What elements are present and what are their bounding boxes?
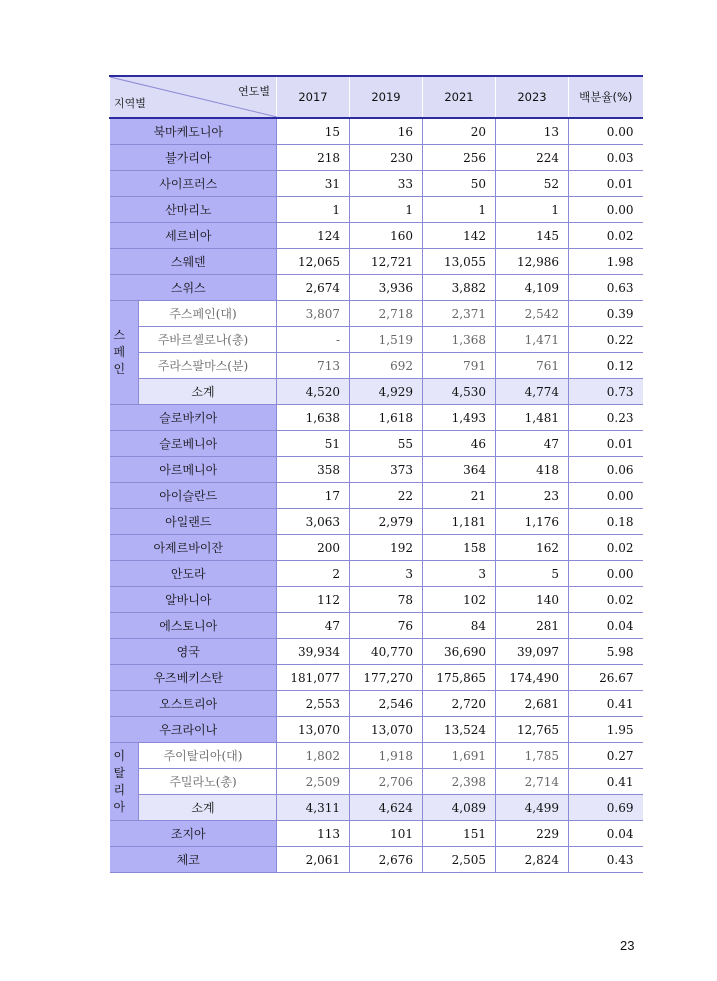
value-2023: 1,176 [496, 509, 569, 535]
value-2019: 22 [350, 483, 423, 509]
group-label: 이 탈 리 아 [110, 743, 139, 821]
value-2023: 47 [496, 431, 569, 457]
value-2017: 13,070 [277, 717, 350, 743]
value-2023: 13 [496, 118, 569, 145]
value-2019: 2,546 [350, 691, 423, 717]
table-row [110, 118, 643, 145]
value-2023: 140 [496, 587, 569, 613]
value-2021: 791 [423, 353, 496, 379]
table-header [110, 76, 643, 118]
value-percent: 1.95 [569, 717, 643, 743]
value-2021: 1,368 [423, 327, 496, 353]
value-2017: 1 [277, 197, 350, 223]
value-2017: 2,553 [277, 691, 350, 717]
value-2017: 47 [277, 613, 350, 639]
value-2021: 4,530 [423, 379, 496, 405]
region-name: 산마리노 [110, 197, 277, 223]
value-2017: 358 [277, 457, 350, 483]
value-2017: 181,077 [277, 665, 350, 691]
value-2017: 39,934 [277, 639, 350, 665]
value-2019: 2,718 [350, 301, 423, 327]
value-2017: 15 [277, 118, 350, 145]
value-2019: 55 [350, 431, 423, 457]
value-2017: 713 [277, 353, 350, 379]
value-2021: 175,865 [423, 665, 496, 691]
region-name: 오스트리아 [110, 691, 277, 717]
value-2021: 20 [423, 118, 496, 145]
table-row [110, 275, 643, 301]
region-name: 아일랜드 [110, 509, 277, 535]
value-2021: 2,398 [423, 769, 496, 795]
value-2017: 2 [277, 561, 350, 587]
value-2019: 78 [350, 587, 423, 613]
region-name: 주이탈리아(대) [139, 743, 277, 769]
table-row [110, 743, 643, 769]
region-name: 사이프러스 [110, 171, 277, 197]
subtotal-label: 소계 [139, 379, 277, 405]
table-body [110, 118, 643, 873]
value-2019: 2,676 [350, 847, 423, 873]
value-2019: 101 [350, 821, 423, 847]
value-percent: 0.00 [569, 483, 643, 509]
value-2023: 4,499 [496, 795, 569, 821]
value-2021: 13,055 [423, 249, 496, 275]
value-2017: 31 [277, 171, 350, 197]
value-2019: 13,070 [350, 717, 423, 743]
value-percent: 0.41 [569, 769, 643, 795]
value-2021: 36,690 [423, 639, 496, 665]
table-row [110, 821, 643, 847]
value-2023: 418 [496, 457, 569, 483]
value-2023: 2,824 [496, 847, 569, 873]
group-label: 스 페 인 [110, 301, 139, 405]
value-2023: 224 [496, 145, 569, 171]
value-2023: 229 [496, 821, 569, 847]
value-percent: 0.00 [569, 561, 643, 587]
value-2019: 192 [350, 535, 423, 561]
region-name: 슬로베니아 [110, 431, 277, 457]
year-header-2019: 2019 [350, 76, 423, 118]
value-2023: 281 [496, 613, 569, 639]
statistics-table [109, 75, 643, 873]
value-2021: 13,524 [423, 717, 496, 743]
value-2023: 4,774 [496, 379, 569, 405]
value-2017: 51 [277, 431, 350, 457]
value-percent: 0.41 [569, 691, 643, 717]
value-percent: 5.98 [569, 639, 643, 665]
value-2023: 1,481 [496, 405, 569, 431]
value-2021: 1,493 [423, 405, 496, 431]
value-2021: 158 [423, 535, 496, 561]
table-row [110, 717, 643, 743]
value-2019: 33 [350, 171, 423, 197]
value-2021: 46 [423, 431, 496, 457]
table-row [110, 847, 643, 873]
value-2017: 2,061 [277, 847, 350, 873]
value-2021: 1,181 [423, 509, 496, 535]
value-2021: 151 [423, 821, 496, 847]
table-row [110, 639, 643, 665]
value-2021: 3 [423, 561, 496, 587]
value-percent: 0.43 [569, 847, 643, 873]
table-row [110, 249, 643, 275]
value-2017: 4,311 [277, 795, 350, 821]
table-row [110, 405, 643, 431]
region-name: 주밀라노(총) [139, 769, 277, 795]
region-name: 우즈베키스탄 [110, 665, 277, 691]
value-2023: 12,765 [496, 717, 569, 743]
year-header-2021: 2021 [423, 76, 496, 118]
value-percent: 0.03 [569, 145, 643, 171]
table-row [110, 145, 643, 171]
value-2019: 3,936 [350, 275, 423, 301]
value-percent: 0.18 [569, 509, 643, 535]
value-2023: 174,490 [496, 665, 569, 691]
value-percent: 0.01 [569, 171, 643, 197]
region-name: 아제르바이잔 [110, 535, 277, 561]
table-row [110, 171, 643, 197]
value-percent: 0.00 [569, 118, 643, 145]
value-2023: 2,714 [496, 769, 569, 795]
value-percent: 0.00 [569, 197, 643, 223]
corner-label-year: 연도별 [238, 85, 270, 98]
value-2019: 1,918 [350, 743, 423, 769]
value-percent: 0.01 [569, 431, 643, 457]
region-name: 아이슬란드 [110, 483, 277, 509]
value-2021: 102 [423, 587, 496, 613]
value-percent: 0.02 [569, 223, 643, 249]
value-2021: 1,691 [423, 743, 496, 769]
value-2019: 1,618 [350, 405, 423, 431]
value-2017: 2,509 [277, 769, 350, 795]
value-2017: - [277, 327, 350, 353]
value-percent: 0.12 [569, 353, 643, 379]
value-2023: 1 [496, 197, 569, 223]
value-2023: 162 [496, 535, 569, 561]
table-row [110, 769, 643, 795]
region-name: 스웨덴 [110, 249, 277, 275]
table-row [110, 509, 643, 535]
table-row [110, 535, 643, 561]
value-2017: 1,802 [277, 743, 350, 769]
region-name: 주스페인(대) [139, 301, 277, 327]
value-2021: 2,720 [423, 691, 496, 717]
value-2019: 2,706 [350, 769, 423, 795]
value-percent: 0.27 [569, 743, 643, 769]
value-2021: 142 [423, 223, 496, 249]
value-2021: 84 [423, 613, 496, 639]
table-row [110, 457, 643, 483]
value-2021: 21 [423, 483, 496, 509]
value-2023: 761 [496, 353, 569, 379]
corner-header-cell [110, 76, 277, 118]
value-percent: 26.67 [569, 665, 643, 691]
value-2021: 1 [423, 197, 496, 223]
value-2017: 218 [277, 145, 350, 171]
value-2023: 23 [496, 483, 569, 509]
value-2019: 4,624 [350, 795, 423, 821]
region-name: 세르비아 [110, 223, 277, 249]
table-row [110, 327, 643, 353]
value-2017: 12,065 [277, 249, 350, 275]
value-2023: 1,471 [496, 327, 569, 353]
subtotal-row [110, 795, 643, 821]
value-2017: 4,520 [277, 379, 350, 405]
value-2023: 145 [496, 223, 569, 249]
value-2019: 373 [350, 457, 423, 483]
region-name: 스위스 [110, 275, 277, 301]
table-row [110, 301, 643, 327]
value-2023: 2,681 [496, 691, 569, 717]
subtotal-label: 소계 [139, 795, 277, 821]
region-name: 북마케도니아 [110, 118, 277, 145]
percent-header: 백분율(%) [569, 76, 643, 118]
value-2019: 16 [350, 118, 423, 145]
value-percent: 0.69 [569, 795, 643, 821]
region-name: 주라스팔마스(분) [139, 353, 277, 379]
value-2019: 2,979 [350, 509, 423, 535]
value-2021: 50 [423, 171, 496, 197]
value-2019: 76 [350, 613, 423, 639]
table-row [110, 431, 643, 457]
value-2019: 1 [350, 197, 423, 223]
table-row [110, 197, 643, 223]
region-name: 에스토니아 [110, 613, 277, 639]
value-2021: 3,882 [423, 275, 496, 301]
value-2023: 2,542 [496, 301, 569, 327]
subtotal-row [110, 379, 643, 405]
value-percent: 0.04 [569, 821, 643, 847]
table-row [110, 665, 643, 691]
value-2019: 1,519 [350, 327, 423, 353]
year-header-2017: 2017 [277, 76, 350, 118]
value-2021: 2,505 [423, 847, 496, 873]
value-percent: 0.04 [569, 613, 643, 639]
table-row [110, 587, 643, 613]
value-2019: 160 [350, 223, 423, 249]
value-2017: 3,807 [277, 301, 350, 327]
table-row [110, 223, 643, 249]
value-2017: 200 [277, 535, 350, 561]
value-percent: 0.02 [569, 535, 643, 561]
value-2023: 12,986 [496, 249, 569, 275]
value-2021: 256 [423, 145, 496, 171]
value-2017: 124 [277, 223, 350, 249]
table-row [110, 483, 643, 509]
region-name: 우크라이나 [110, 717, 277, 743]
value-2019: 230 [350, 145, 423, 171]
value-percent: 0.02 [569, 587, 643, 613]
value-2023: 1,785 [496, 743, 569, 769]
region-name: 주바르셀로나(총) [139, 327, 277, 353]
table-row [110, 353, 643, 379]
value-2019: 12,721 [350, 249, 423, 275]
value-2019: 692 [350, 353, 423, 379]
value-percent: 1.98 [569, 249, 643, 275]
region-name: 아르메니아 [110, 457, 277, 483]
region-name: 체코 [110, 847, 277, 873]
value-percent: 0.73 [569, 379, 643, 405]
region-name: 슬로바키아 [110, 405, 277, 431]
value-2017: 3,063 [277, 509, 350, 535]
value-2021: 2,371 [423, 301, 496, 327]
value-percent: 0.63 [569, 275, 643, 301]
value-2017: 112 [277, 587, 350, 613]
value-2017: 113 [277, 821, 350, 847]
value-2021: 364 [423, 457, 496, 483]
value-2023: 4,109 [496, 275, 569, 301]
year-header-2023: 2023 [496, 76, 569, 118]
value-2017: 1,638 [277, 405, 350, 431]
region-name: 알바니아 [110, 587, 277, 613]
region-name: 불가리아 [110, 145, 277, 171]
value-2021: 4,089 [423, 795, 496, 821]
value-percent: 0.23 [569, 405, 643, 431]
table-row [110, 613, 643, 639]
value-percent: 0.22 [569, 327, 643, 353]
value-2019: 40,770 [350, 639, 423, 665]
value-percent: 0.06 [569, 457, 643, 483]
table-row [110, 691, 643, 717]
value-percent: 0.39 [569, 301, 643, 327]
value-2023: 39,097 [496, 639, 569, 665]
value-2019: 3 [350, 561, 423, 587]
table-row [110, 561, 643, 587]
value-2019: 4,929 [350, 379, 423, 405]
page-number: 23 [620, 938, 635, 953]
value-2023: 5 [496, 561, 569, 587]
region-name: 영국 [110, 639, 277, 665]
value-2017: 2,674 [277, 275, 350, 301]
value-2023: 52 [496, 171, 569, 197]
region-name: 안도라 [110, 561, 277, 587]
value-2017: 17 [277, 483, 350, 509]
region-name: 조지아 [110, 821, 277, 847]
value-2019: 177,270 [350, 665, 423, 691]
corner-label-region: 지역별 [114, 97, 146, 110]
